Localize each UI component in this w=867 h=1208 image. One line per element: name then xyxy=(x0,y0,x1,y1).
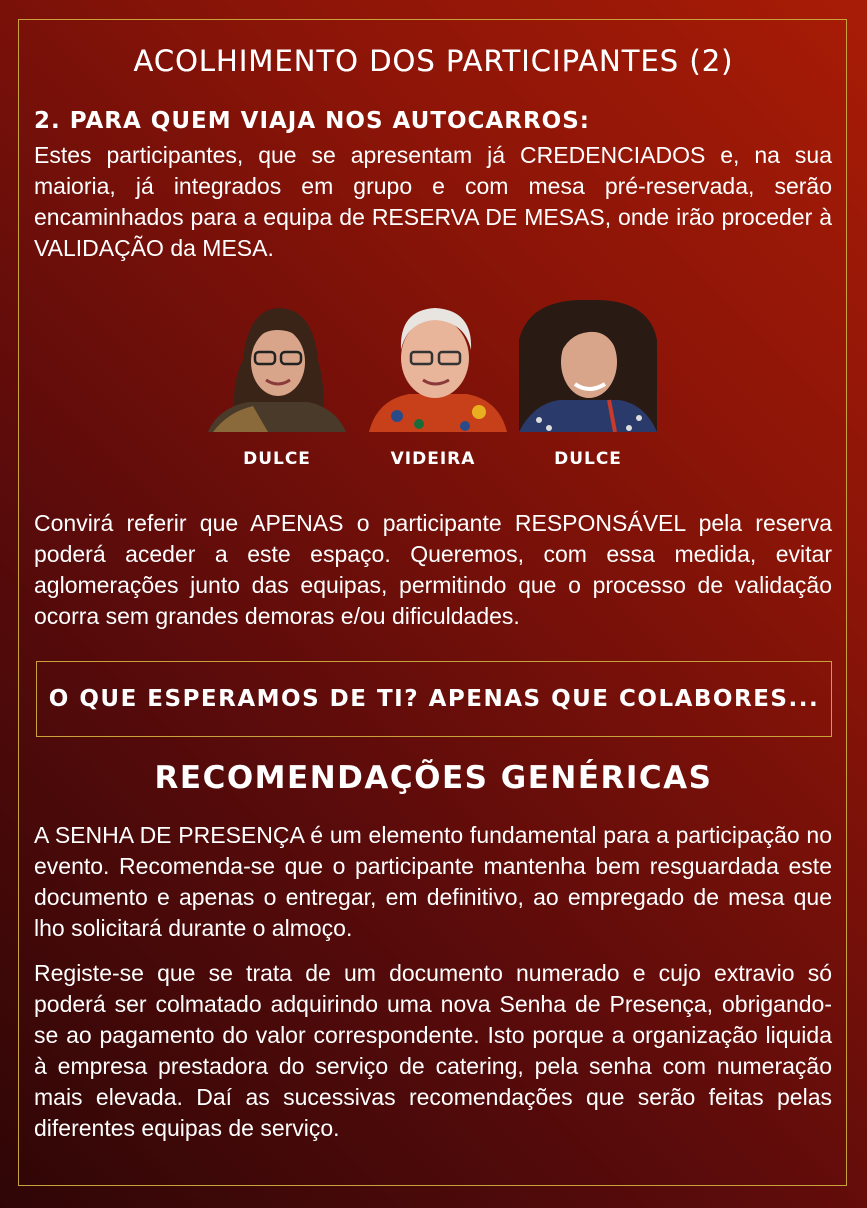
callout-box xyxy=(36,661,832,737)
paragraph-ticket: A SENHA DE PRESENÇA é um elemento fundamental para a participação no evento. Recomenda-se que o participante mantenha bem resguardada este documento e apenas o entregar, em definitivo, ao empregado de mesa que lho solicitará durante o almoço. xyxy=(34,822,832,941)
photo-dulce-2 xyxy=(519,300,657,432)
photo-dulce-1 xyxy=(208,300,346,432)
paragraph-loss: Registe-se que se trata de um documento numerado e cujo extravio só poderá ser colmatado adquirindo uma nova Senha de Presença, obrigando-se ao pagamento do valor correspondente. Isto porque a organização liquida à empresa prestadora do serviço de catering, pela senha com numeração mais elevada. Daí as sucessivas recomendações que serão feitas pelas diferentes equipas de serviço. xyxy=(34,960,832,1141)
paragraph-buses: Estes participantes, que se apresentam já CREDENCIADOS e, na sua maioria, já integrados em grupo e com mesa pré-reservada, serão encaminhados para a equipa de RESERVA DE MESAS, onde irão proceder à VALIDAÇÃO da MESA. xyxy=(34,142,832,261)
paragraph-responsible: Convirá referir que APENAS o participante RESPONSÁVEL pela reserva poderá aceder a este espaço. Queremos, com essa medida, evitar aglomerações junto das equipas, permitindo que o processo de validação ocorra sem grandes demoras e/ou dificuldades. xyxy=(34,510,832,629)
recommendations-heading: RECOMENDAÇÕES GENÉRICAS xyxy=(154,760,713,796)
callout-text: O QUE ESPERAMOS DE TI? APENAS QUE COLABORES... xyxy=(48,686,820,712)
caption-videira: VIDEIRA xyxy=(390,449,476,469)
photo-videira xyxy=(369,300,507,432)
page-title: ACOLHIMENTO DOS PARTICIPANTES (2) xyxy=(133,44,734,78)
caption-dulce-1: DULCE xyxy=(243,449,311,469)
caption-dulce-2: DULCE xyxy=(554,449,622,469)
section-heading: 2. PARA QUEM VIAJA NOS AUTOCARROS: xyxy=(34,108,590,134)
